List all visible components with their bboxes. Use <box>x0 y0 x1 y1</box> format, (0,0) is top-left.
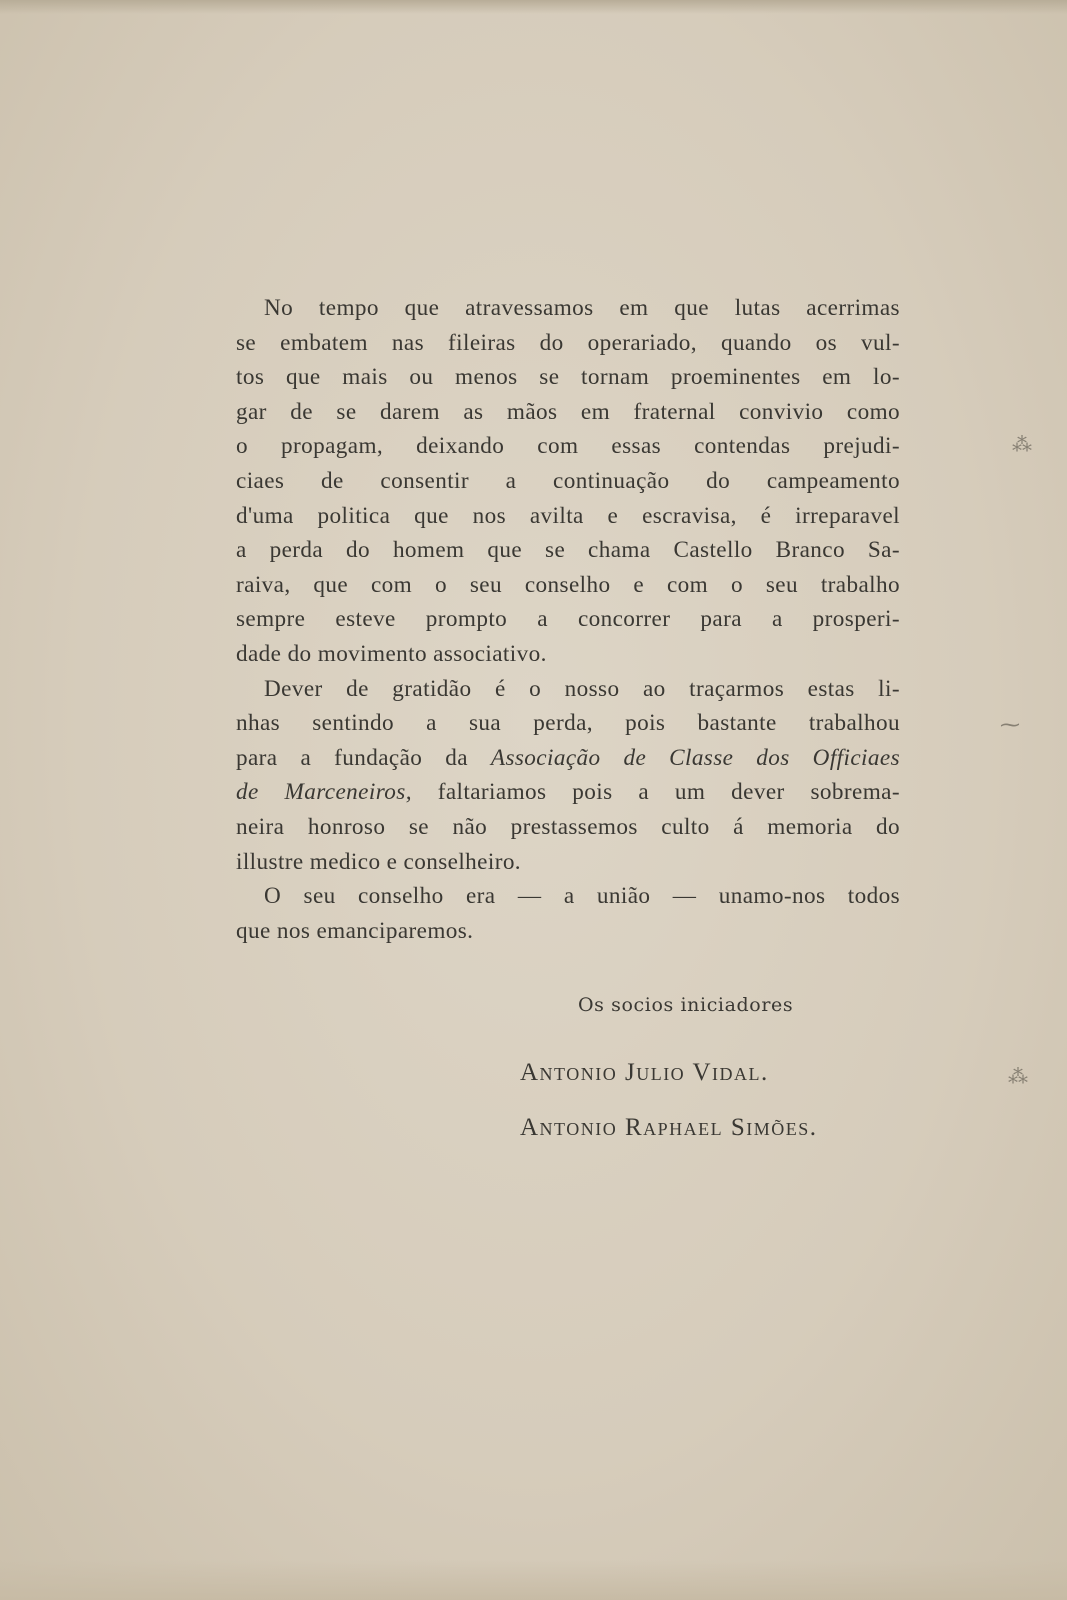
text-line: tos que mais ou menos se tornam proeminentes em lo- <box>236 364 900 391</box>
text-line: O seu conselho era — a união — unamo-nos todos <box>264 883 900 910</box>
text-line: gar de se darem as mãos em fraternal convivio como <box>236 398 900 425</box>
body-text <box>236 291 900 948</box>
page-edge-top <box>0 0 1067 14</box>
text-line: d'uma politica que nos avilta e escravisa, é irreparavel <box>236 502 900 529</box>
association-name-continued: de Marceneiros, <box>236 779 412 806</box>
text-fragment: faltariamos pois a um dever sobrema- <box>411 779 900 806</box>
margin-mark-icon: ⁓ <box>1000 714 1020 736</box>
text-line: se embatem nas fileiras do operariado, quando os vul- <box>236 329 900 356</box>
text-line: Dever de gratidão é o nosso ao traçarmos estas li- <box>264 675 900 702</box>
signer-name: Antonio Raphael Simões. <box>520 1114 818 1141</box>
text-line: neira honroso se não prestassemos culto á memoria do <box>236 813 900 840</box>
margin-mark-icon: ⁂ <box>1012 434 1032 456</box>
text-line: sempre esteve prompto a concorrer para a prosperi- <box>236 606 900 633</box>
text-line: que nos emanciparemos. <box>236 917 474 944</box>
text-line: a perda do homem que se chama Castello Branco Sa- <box>236 537 900 564</box>
text-line <box>236 741 900 776</box>
paragraph-2 <box>236 672 900 880</box>
text-line: dade do movimento associativo. <box>236 640 547 667</box>
text-line: illustre medico e conselheiro. <box>236 848 522 875</box>
signer-name: Antonio Julio Vidal. <box>520 1059 769 1086</box>
text-line: No tempo que atravessamos em que lutas acerrimas <box>264 295 900 321</box>
text-line <box>236 775 900 810</box>
association-name: Associação de Classe dos Officiaes <box>490 744 900 771</box>
text-line: o propagam, deixando com essas contendas prejudi- <box>236 433 900 460</box>
paragraph-1 <box>236 291 900 672</box>
text-line: raiva, que com o seu conselho e com o seu trabalho <box>236 571 900 598</box>
text-line: nhas sentindo a sua perda, pois bastante trabalhou <box>236 710 900 737</box>
margin-mark-icon: ⁂ <box>1008 1066 1028 1088</box>
page-edge-bottom <box>0 1560 1067 1600</box>
text-fragment: para a fundação da <box>236 744 491 771</box>
paragraph-3 <box>236 879 900 948</box>
text-line: ciaes de consentir a continuação do campeamento <box>236 467 900 494</box>
signature-intro: Os socios iniciadores <box>578 994 794 1016</box>
